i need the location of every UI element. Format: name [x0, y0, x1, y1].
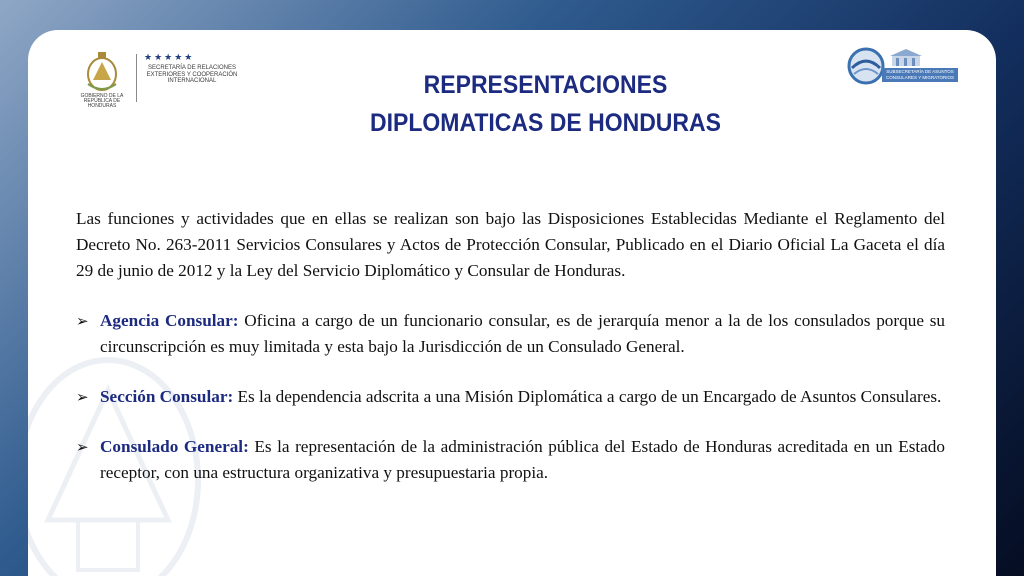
consular-banner: SUBSECRETARÍA DE ASUNTOS CONSULARES Y MIGRATORIOS: [882, 68, 958, 82]
bullet-term: Sección Consular:: [100, 387, 234, 406]
ministry-label: SECRETARÍA DE RELACIONES EXTERIORES Y COOPERACIÓN INTERNACIONAL: [146, 65, 238, 84]
arrow-bullet-icon: ➢: [76, 388, 89, 406]
bullet-text: Oficina a cargo de un funcionario consular, es de jerarquía menor a la de los consulados porque su circunscripción es muy limitada y esta bajo la Jurisdicción de un Consulado General.: [100, 311, 945, 356]
arrow-bullet-icon: ➢: [76, 438, 89, 456]
bullet-term: Consulado General:: [100, 437, 249, 456]
bullet-text: Es la representación de la administración pública del Estado de Honduras acreditada en un Estado receptor, con una estructura organizativa y presupuestaria propia.: [100, 437, 945, 482]
ministry-stars: ★★★★★: [144, 52, 195, 62]
intro-paragraph: Las funciones y actividades que en ellas se realizan son bajo las Disposiciones Establecidas Mediante el Reglamento del Decreto No. 263-2011 Servicios Consulares y Actos de Protección Consular, Publicado en el Diario Oficial La Gaceta el día 29 de junio de 2012 y la Ley del Servicio Diplomático y Consular de Honduras.: [76, 209, 945, 280]
government-label: GOBIERNO DE LA REPÚBLICA DE HONDURAS: [80, 93, 124, 109]
page-title: [69, 66, 996, 142]
title-line-1: REPRESENTACIONES: [423, 71, 668, 99]
slide-body: [76, 206, 945, 510]
slide-panel: [28, 30, 996, 576]
bullet-text: Es la dependencia adscrita a una Misión Diplomática a cargo de un Encargado de Asuntos Consulares.: [233, 387, 942, 406]
arrow-bullet-icon: ➢: [76, 312, 89, 330]
bullet-consulado-general: [76, 434, 945, 486]
bullet-agencia-consular: [76, 308, 945, 360]
bullet-seccion-consular: [76, 384, 945, 410]
title-line-2: DIPLOMATICAS DE HONDURAS: [370, 109, 721, 137]
bullet-term: Agencia Consular:: [100, 311, 239, 330]
building-icon: [886, 48, 926, 66]
